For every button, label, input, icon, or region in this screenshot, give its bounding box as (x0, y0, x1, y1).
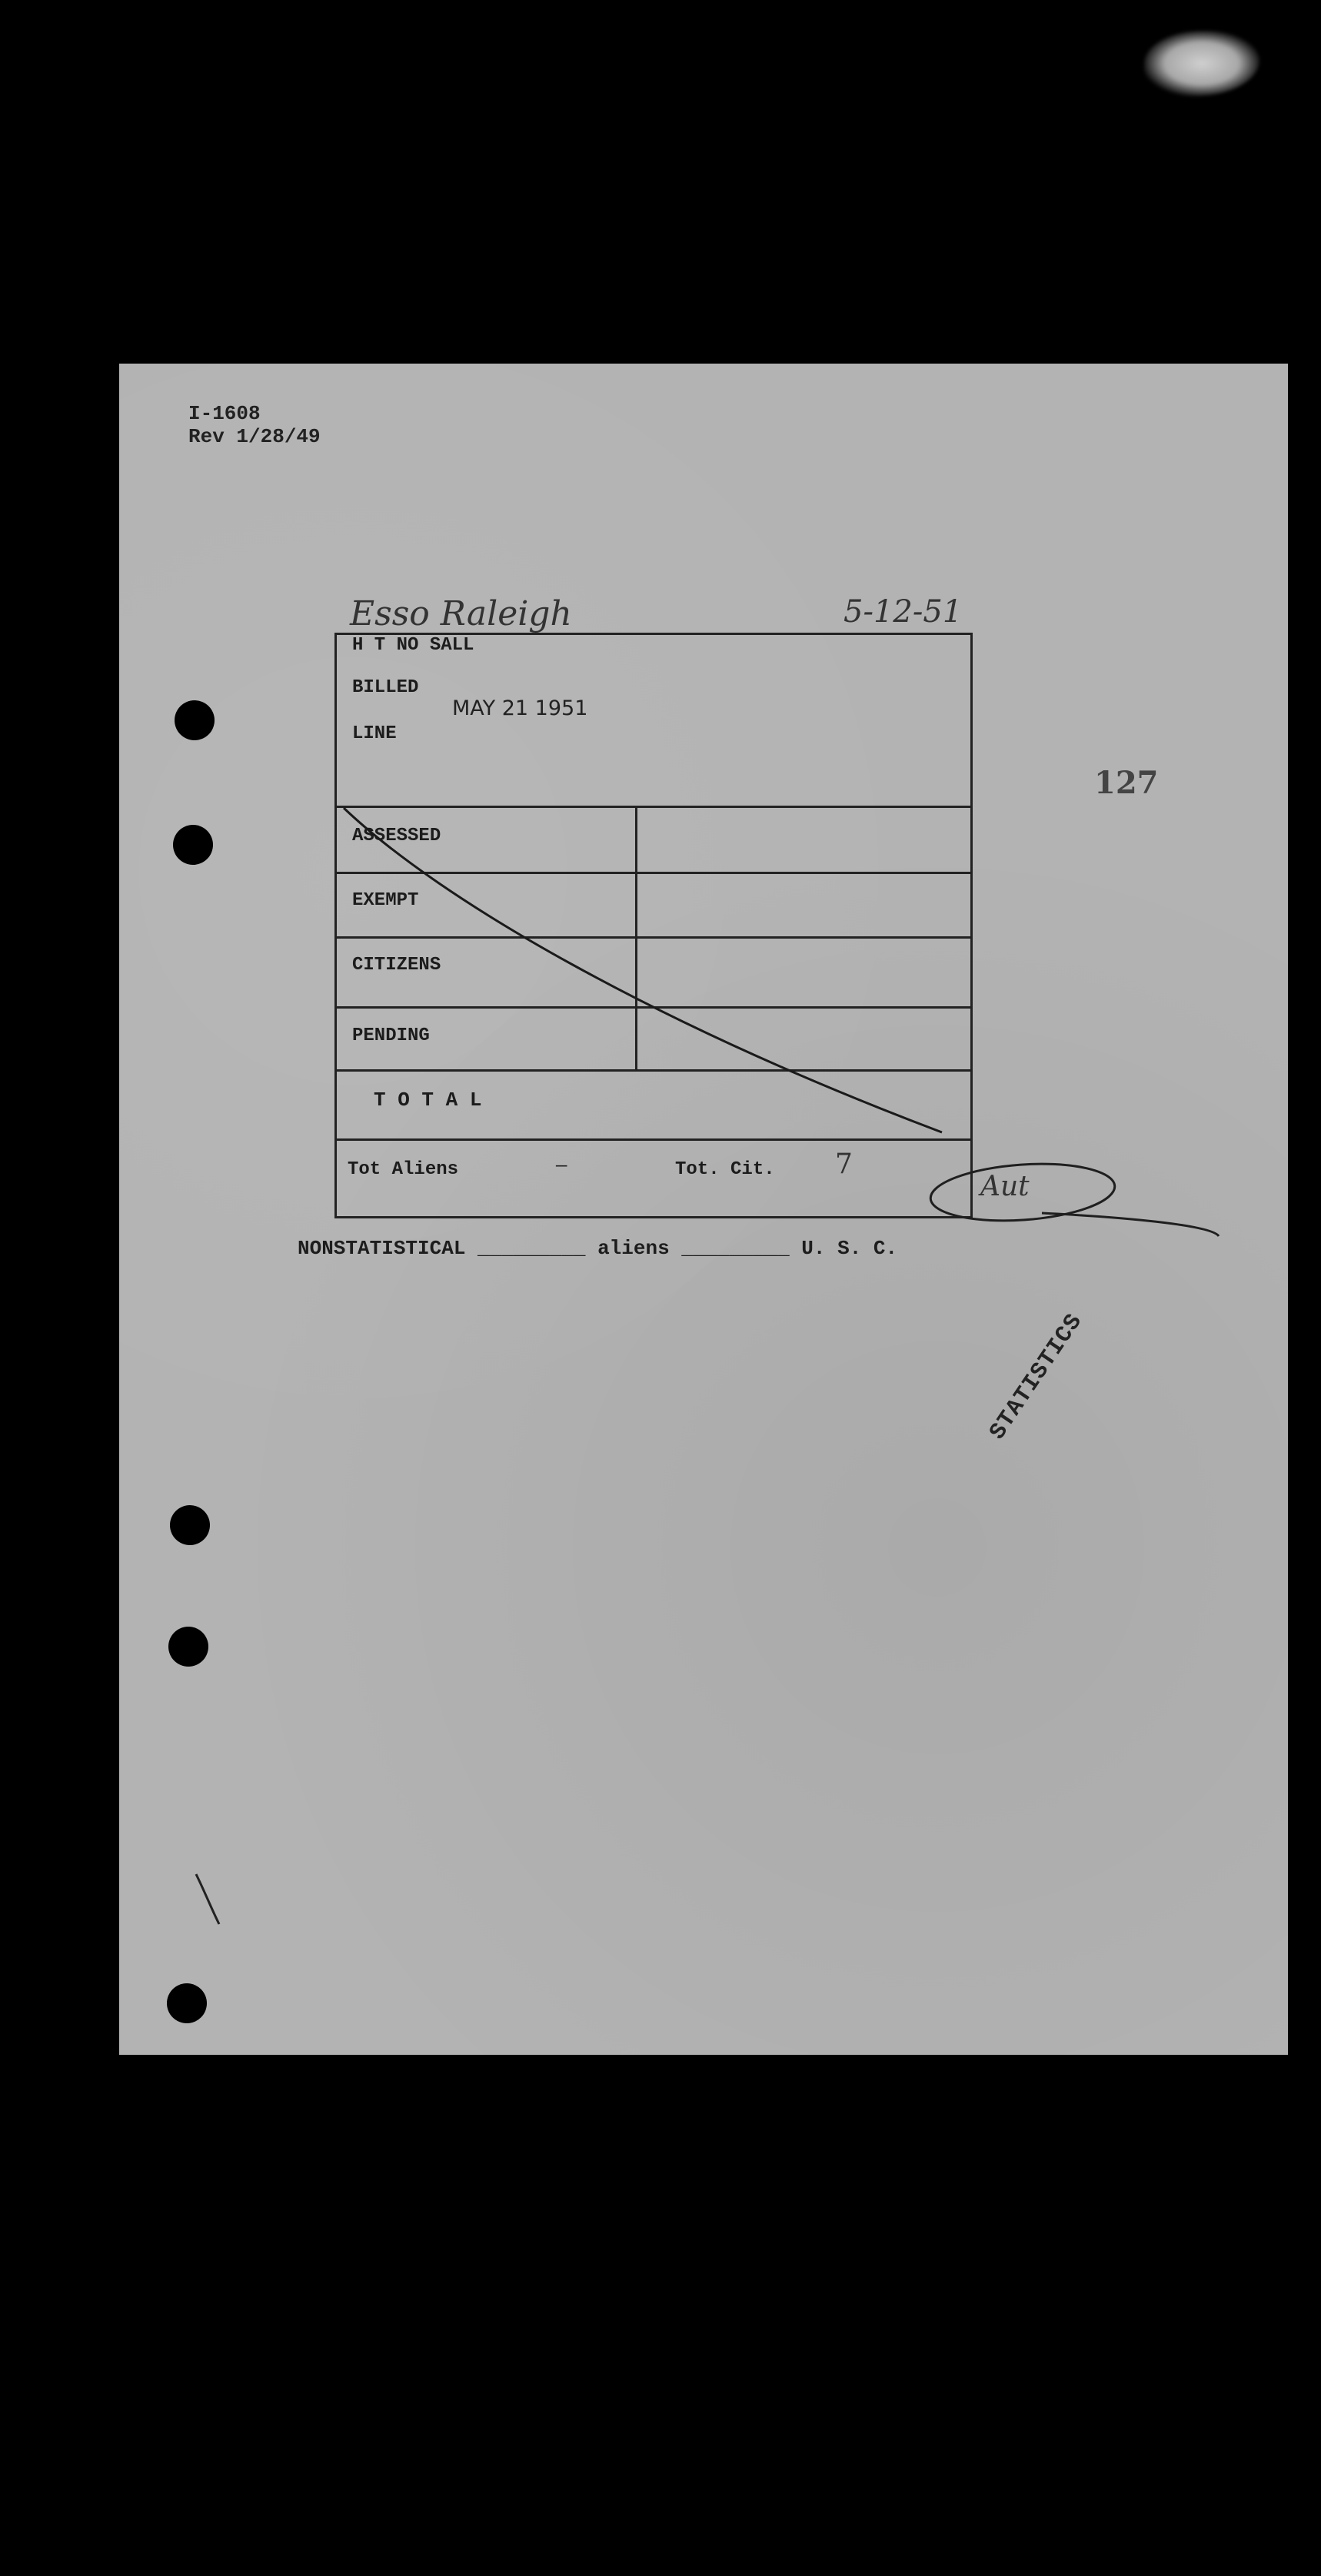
initials-tail (1042, 1213, 1219, 1236)
statistics-stamp: STATISTICS (984, 1308, 1089, 1445)
scan-artifact (1144, 31, 1259, 96)
tot-aliens-value: — (556, 1156, 567, 1177)
ht-no-value: SALL (429, 635, 474, 656)
total-label: T O T A L (374, 1089, 482, 1112)
pending-label: PENDING (352, 1025, 430, 1046)
diagonal-strike-line (344, 808, 942, 1132)
tot-aliens-label: Tot Aliens (348, 1159, 459, 1180)
billed-date-stamp: MAY 21 1951 (452, 696, 588, 720)
exempt-label: EXEMPT (352, 890, 419, 911)
billed-label: BILLED (352, 677, 419, 698)
handwritten-name: Esso Raleigh (350, 594, 572, 633)
tot-cit-label: Tot. Cit. (675, 1159, 775, 1180)
tot-cit-value: 7 (835, 1148, 853, 1180)
assessed-label: ASSESSED (352, 826, 441, 846)
form-revision: Rev 1/28/49 (188, 425, 321, 448)
line-label: LINE (352, 723, 397, 744)
pen-marks (119, 364, 1288, 2055)
ht-no-text: H T NO (352, 635, 419, 656)
citizens-label: CITIZENS (352, 955, 441, 976)
page-number: 127 (1094, 765, 1159, 801)
form-code: I-1608 (188, 402, 261, 425)
document-page (119, 364, 1288, 2055)
pen-mark-bottom (196, 1874, 219, 1924)
nonstatistical-line: NONSTATISTICAL _________ aliens _________ U. S. C. (298, 1237, 898, 1260)
handwritten-initials: Aut (980, 1171, 1030, 1202)
handwritten-date: 5-12-51 (844, 594, 963, 630)
